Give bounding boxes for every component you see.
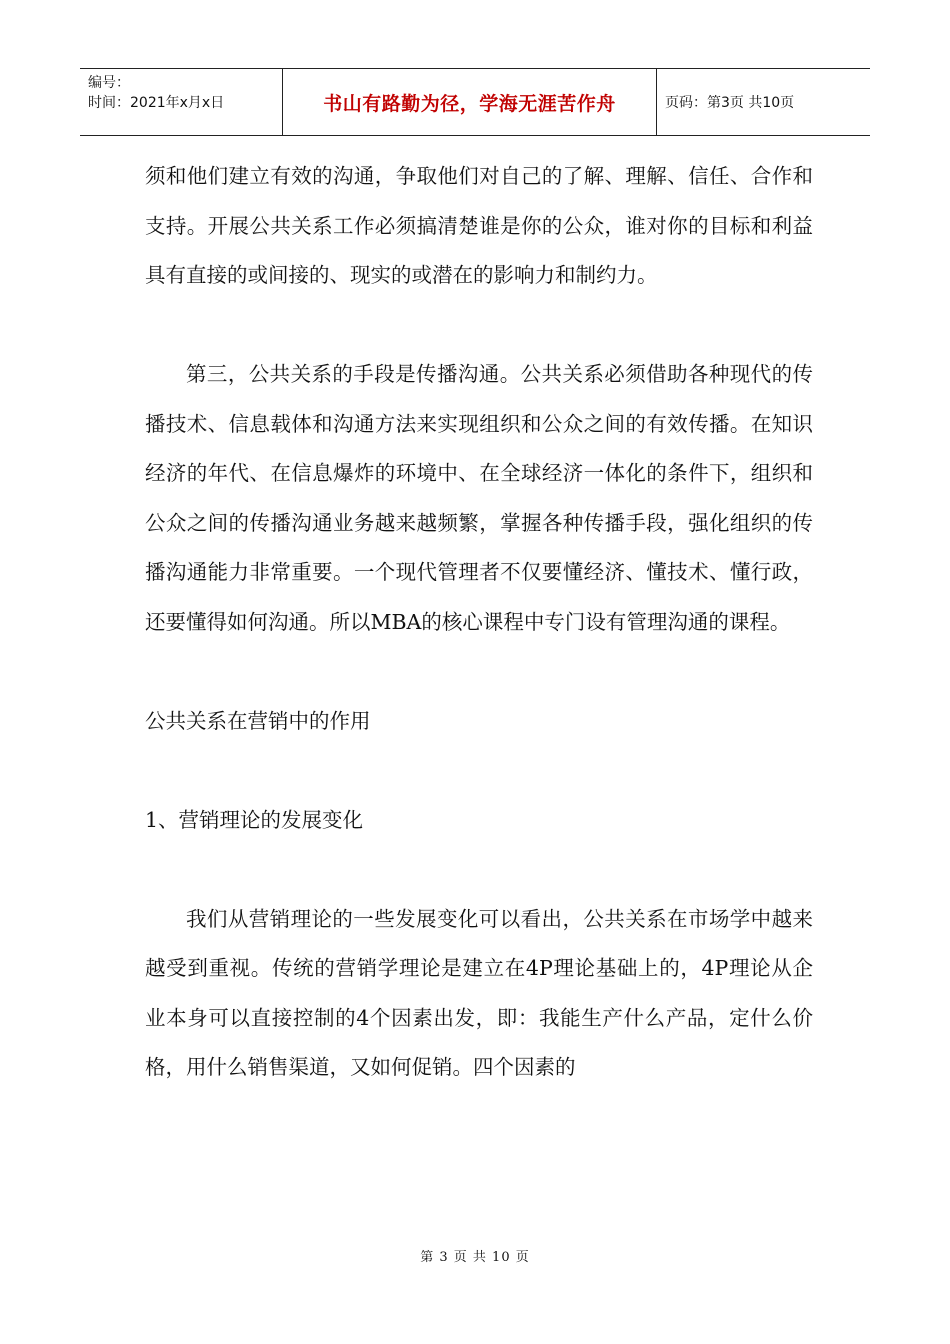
- document-body: [145, 152, 813, 1093]
- paragraph-1: 须和他们建立有效的沟通，争取他们对自己的了解、理解、信任、合作和支持。开展公共关系工作必须搞清楚谁是你的公众，谁对你的目标和利益具有直接的或间接的、现实的或潜在的影响力和制约力。: [145, 164, 813, 287]
- paragraph-gap: [145, 845, 813, 895]
- page-header: [80, 68, 870, 136]
- paragraph-gap: [145, 301, 813, 351]
- paragraph-gap: [145, 647, 813, 697]
- paragraph-2: 第三，公共关系的手段是传播沟通。公共关系必须借助各种现代的传播技术、信息载体和沟通方法来实现组织和公众之间的有效传播。在知识经济的年代、在信息爆炸的环境中、在全球经济一体化的条件下，组织和公众之间的传播沟通业务越来越频繁，掌握各种传播手段，强化组织的传播沟通能力非常重要。一个现代管理者不仅要懂经济、懂技术、懂行政，还要懂得如何沟通。所以MBA的核心课程中专门设有管理沟通的课程。: [145, 362, 813, 634]
- page-footer: 第 3 页 共 10 页: [420, 1250, 530, 1265]
- paragraph-3: 我们从营销理论的一些发展变化可以看出，公共关系在市场学中越来越受到重视。传统的营销学理论是建立在4P理论基础上的，4P理论从企业本身可以直接控制的4个因素出发，即：我能生产什么产品，定什么价格，用什么销售渠道，又如何促销。四个因素的: [145, 906, 813, 1079]
- section-heading: 公共关系在营销中的作用: [145, 708, 371, 733]
- subsection-heading: 1、营销理论的发展变化: [145, 807, 364, 832]
- header-page-number: 页码：第3页 共10页: [665, 95, 795, 111]
- document-number: 编号：: [88, 75, 130, 91]
- header-motto: 书山有路勤为径，学海无涯苦作舟: [282, 69, 657, 135]
- document-date: 时间：2021年x月x日: [88, 95, 225, 111]
- paragraph-gap: [145, 746, 813, 796]
- header-meta: [80, 69, 282, 135]
